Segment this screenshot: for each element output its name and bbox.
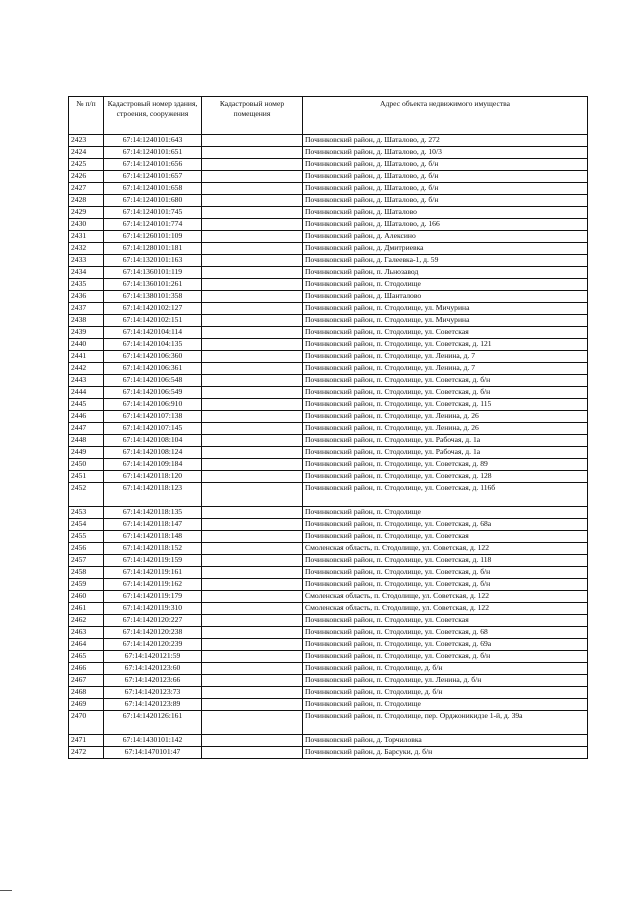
room-cadastral-number [202,315,303,327]
row-number: 2435 [69,279,104,291]
table-row [69,735,588,747]
building-cadastral-number: 67:14:1380101:358 [104,291,202,303]
building-cadastral-number: 67:14:1420106:549 [104,387,202,399]
table-row [69,231,588,243]
room-cadastral-number [202,543,303,555]
row-number: 2470 [69,711,104,735]
room-cadastral-number [202,627,303,639]
building-cadastral-number: 67:14:1420123:66 [104,675,202,687]
row-number: 2464 [69,639,104,651]
table-row [69,351,588,363]
building-cadastral-number: 67:14:1240101:657 [104,171,202,183]
row-number: 2433 [69,255,104,267]
row-number: 2431 [69,231,104,243]
table-header-row [69,97,588,135]
room-cadastral-number [202,219,303,231]
table-row [69,159,588,171]
table-row [69,171,588,183]
building-cadastral-number: 67:14:1240101:745 [104,207,202,219]
address-cell: Починковский район, д. Галеевка-1, д. 59 [303,255,588,267]
row-number: 2438 [69,315,104,327]
table-row [69,135,588,147]
address-cell: Починковский район, д. Шаталово, д. 272 [303,135,588,147]
table-row [69,579,588,591]
address-cell: Починковский район, д. Шаталово [303,207,588,219]
address-cell: Починковский район, д. Шаталово, д. б/н [303,171,588,183]
header-num: № п/п [69,97,104,135]
table-row [69,639,588,651]
row-number: 2461 [69,603,104,615]
table-row [69,375,588,387]
table-row [69,543,588,555]
row-number: 2423 [69,135,104,147]
address-cell: Починковский район, п. Стодолище, ул. Ленина, д. 26 [303,411,588,423]
room-cadastral-number [202,267,303,279]
address-cell: Починковский район, п. Стодолище, ул. Советская, д. 121 [303,339,588,351]
building-cadastral-number: 67:14:1240101:680 [104,195,202,207]
table-row [69,459,588,471]
room-cadastral-number [202,435,303,447]
building-cadastral-number: 67:14:1280101:181 [104,243,202,255]
row-number: 2439 [69,327,104,339]
building-cadastral-number: 67:14:1420123:73 [104,687,202,699]
table-row [69,651,588,663]
building-cadastral-number: 67:14:1420118:120 [104,471,202,483]
table-row [69,435,588,447]
room-cadastral-number [202,291,303,303]
building-cadastral-number: 67:14:1320101:163 [104,255,202,267]
row-number: 2426 [69,171,104,183]
row-number: 2447 [69,423,104,435]
table-row [69,303,588,315]
row-number: 2441 [69,351,104,363]
building-cadastral-number: 67:14:1420106:361 [104,363,202,375]
building-cadastral-number: 67:14:1360101:119 [104,267,202,279]
building-cadastral-number: 67:14:1420123:60 [104,663,202,675]
building-cadastral-number: 67:14:1240101:643 [104,135,202,147]
row-number: 2443 [69,375,104,387]
room-cadastral-number [202,519,303,531]
building-cadastral-number: 67:14:1420126:161 [104,711,202,735]
row-number: 2448 [69,435,104,447]
row-number: 2456 [69,543,104,555]
room-cadastral-number [202,207,303,219]
building-cadastral-number: 67:14:1420119:161 [104,567,202,579]
building-cadastral-number: 67:14:1420119:179 [104,591,202,603]
document-page [68,96,588,759]
room-cadastral-number [202,735,303,747]
address-cell: Починковский район, п. Стодолище, ул. Мичурина [303,303,588,315]
header-building-cadastral: Кадастровый номер здания, строения, сооружения [104,97,202,135]
room-cadastral-number [202,423,303,435]
address-cell: Починковский район, п. Стодолище, ул. Советская, д. б/н [303,567,588,579]
row-number: 2436 [69,291,104,303]
building-cadastral-number: 67:14:1420120:239 [104,639,202,651]
building-cadastral-number: 67:14:1240101:774 [104,219,202,231]
table-row [69,483,588,507]
building-cadastral-number: 67:14:1420102:127 [104,303,202,315]
building-cadastral-number: 67:14:1420108:124 [104,447,202,459]
row-number: 2460 [69,591,104,603]
row-number: 2457 [69,555,104,567]
room-cadastral-number [202,687,303,699]
row-number: 2458 [69,567,104,579]
room-cadastral-number [202,615,303,627]
table-row [69,711,588,735]
address-cell: Починковский район, д. Шаталово, д. 166 [303,219,588,231]
row-number: 2428 [69,195,104,207]
room-cadastral-number [202,675,303,687]
room-cadastral-number [202,663,303,675]
table-row [69,615,588,627]
table-row [69,555,588,567]
address-cell: Починковский район, п. Стодолище, ул. Советская, д. 89 [303,459,588,471]
address-cell: Смоленская область, п. Стодолище, ул. Советская, д. 122 [303,543,588,555]
address-cell: Починковский район, п. Стодолище, ул. Рабочая, д. 1а [303,447,588,459]
table-row [69,327,588,339]
address-cell: Починковский район, д. Шаталово, д. б/н [303,159,588,171]
room-cadastral-number [202,555,303,567]
room-cadastral-number [202,459,303,471]
address-cell: Починковский район, д. Алексино [303,231,588,243]
room-cadastral-number [202,255,303,267]
building-cadastral-number: 67:14:1420104:114 [104,327,202,339]
table-row [69,663,588,675]
building-cadastral-number: 67:14:1260101:109 [104,231,202,243]
address-cell: Починковский район, п. Стодолище, ул. Советская, д. 115 [303,399,588,411]
row-number: 2467 [69,675,104,687]
room-cadastral-number [202,183,303,195]
room-cadastral-number [202,591,303,603]
building-cadastral-number: 67:14:1240101:658 [104,183,202,195]
row-number: 2450 [69,459,104,471]
building-cadastral-number: 67:14:1420109:184 [104,459,202,471]
room-cadastral-number [202,471,303,483]
address-cell: Починковский район, п. Стодолище, ул. Советская, д. 69а [303,639,588,651]
room-cadastral-number [202,567,303,579]
row-number: 2459 [69,579,104,591]
table-row [69,699,588,711]
table-row [69,147,588,159]
room-cadastral-number [202,639,303,651]
building-cadastral-number: 67:14:1420119:159 [104,555,202,567]
row-number: 2454 [69,519,104,531]
building-cadastral-number: 67:14:1420107:145 [104,423,202,435]
room-cadastral-number [202,327,303,339]
room-cadastral-number [202,279,303,291]
table-body [69,135,588,759]
room-cadastral-number [202,387,303,399]
address-cell: Починковский район, п. Стодолище, ул. Советская [303,531,588,543]
building-cadastral-number: 67:14:1420118:152 [104,543,202,555]
row-number: 2434 [69,267,104,279]
address-cell: Починковский район, д. Шаталово, д. б/н [303,183,588,195]
address-cell: Починковский район, д. Шаталово, д. 10/3 [303,147,588,159]
row-number: 2472 [69,747,104,759]
row-number: 2440 [69,339,104,351]
header-room-cadastral: Кадастровый номер помещения [202,97,303,135]
row-number: 2442 [69,363,104,375]
address-cell: Починковский район, п. Стодолище, пер. Орджоникидзе 1-й, д. 39а [303,711,588,735]
room-cadastral-number [202,711,303,735]
table-row [69,591,588,603]
address-cell: Починковский район, п. Стодолище, ул. Мичурина [303,315,588,327]
building-cadastral-number: 67:14:1420119:310 [104,603,202,615]
table-row [69,687,588,699]
building-cadastral-number: 67:14:1420120:227 [104,615,202,627]
row-number: 2429 [69,207,104,219]
row-number: 2427 [69,183,104,195]
table-row [69,531,588,543]
table-row [69,255,588,267]
table-row [69,243,588,255]
room-cadastral-number [202,447,303,459]
address-cell: Починковский район, п. Стодолище, ул. Ленина, д. 7 [303,351,588,363]
room-cadastral-number [202,699,303,711]
building-cadastral-number: 67:14:1420123:89 [104,699,202,711]
address-cell: Починковский район, п. Стодолище, ул. Ленина, д. 7 [303,363,588,375]
room-cadastral-number [202,303,303,315]
table-row [69,363,588,375]
building-cadastral-number: 67:14:1420118:123 [104,483,202,507]
address-cell: Починковский район, п. Стодолище, ул. Советская, д. б/н [303,651,588,663]
table-row [69,387,588,399]
address-cell: Смоленская область, п. Стодолище, ул. Советская, д. 122 [303,591,588,603]
room-cadastral-number [202,531,303,543]
address-cell: Починковский район, д. Шаталово, д. б/н [303,195,588,207]
table-row [69,519,588,531]
row-number: 2453 [69,507,104,519]
row-number: 2471 [69,735,104,747]
address-cell: Починковский район, п. Стодолище [303,699,588,711]
table-row [69,195,588,207]
table-row [69,603,588,615]
building-cadastral-number: 67:14:1420118:147 [104,519,202,531]
address-cell: Починковский район, д. Барсуки, д. б/н [303,747,588,759]
address-cell: Починковский район, п. Стодолище, ул. Ленина, д. 26 [303,423,588,435]
room-cadastral-number [202,603,303,615]
table-row [69,399,588,411]
row-number: 2463 [69,627,104,639]
table-row [69,675,588,687]
table-row [69,423,588,435]
room-cadastral-number [202,399,303,411]
row-number: 2466 [69,663,104,675]
row-number: 2424 [69,147,104,159]
address-cell: Починковский район, п. Стодолище, ул. Ленина, д. б/н [303,675,588,687]
building-cadastral-number: 67:14:1420106:548 [104,375,202,387]
table-row [69,747,588,759]
row-number: 2445 [69,399,104,411]
room-cadastral-number [202,351,303,363]
table-row [69,291,588,303]
building-cadastral-number: 67:14:1360101:261 [104,279,202,291]
table-row [69,339,588,351]
address-cell: Починковский район, п. Стодолище, ул. Советская, д. б/н [303,579,588,591]
page-edge-mark [0,890,12,891]
room-cadastral-number [202,363,303,375]
room-cadastral-number [202,135,303,147]
row-number: 2446 [69,411,104,423]
address-cell: Починковский район, п. Стодолище, ул. Советская, д. 128 [303,471,588,483]
address-cell: Починковский район, п. Стодолище, ул. Советская, д. 68 [303,627,588,639]
row-number: 2468 [69,687,104,699]
room-cadastral-number [202,483,303,507]
table-row [69,207,588,219]
room-cadastral-number [202,171,303,183]
building-cadastral-number: 67:14:1420108:104 [104,435,202,447]
address-cell: Починковский район, п. Стодолище [303,279,588,291]
table-row [69,315,588,327]
table-row [69,567,588,579]
address-cell: Починковский район, п. Стодолище, ул. Советская [303,327,588,339]
row-number: 2452 [69,483,104,507]
row-number: 2469 [69,699,104,711]
row-number: 2462 [69,615,104,627]
address-cell: Починковский район, п. Стодолище, ул. Советская, д. б/н [303,375,588,387]
row-number: 2437 [69,303,104,315]
room-cadastral-number [202,147,303,159]
room-cadastral-number [202,411,303,423]
building-cadastral-number: 67:14:1420106:910 [104,399,202,411]
table-row [69,219,588,231]
address-cell: Починковский район, п. Стодолище [303,507,588,519]
room-cadastral-number [202,243,303,255]
room-cadastral-number [202,507,303,519]
address-cell: Починковский район, п. Стодолище, ул. Советская [303,615,588,627]
address-cell: Починковский район, п. Стодолище, ул. Советская, д. 116б [303,483,588,507]
address-cell: Починковский район, п. Льнозавод [303,267,588,279]
address-cell: Починковский район, п. Стодолище, ул. Советская, д. 68а [303,519,588,531]
address-cell: Починковский район, д. Шанталово [303,291,588,303]
room-cadastral-number [202,747,303,759]
table-row [69,183,588,195]
address-cell: Починковский район, п. Стодолище, д. б/н [303,687,588,699]
table-row [69,279,588,291]
building-cadastral-number: 67:14:1420118:148 [104,531,202,543]
room-cadastral-number [202,231,303,243]
room-cadastral-number [202,579,303,591]
row-number: 2430 [69,219,104,231]
row-number: 2451 [69,471,104,483]
building-cadastral-number: 67:14:1420118:135 [104,507,202,519]
row-number: 2455 [69,531,104,543]
room-cadastral-number [202,159,303,171]
row-number: 2432 [69,243,104,255]
address-cell: Починковский район, д. Торчиловка [303,735,588,747]
building-cadastral-number: 67:14:1420121:59 [104,651,202,663]
address-cell: Починковский район, д. Дмитриевка [303,243,588,255]
room-cadastral-number [202,195,303,207]
header-address: Адрес объекта недвижимого имущества [303,97,588,135]
building-cadastral-number: 67:14:1420102:151 [104,315,202,327]
address-cell: Смоленская область, п. Стодолище, ул. Советская, д. 122 [303,603,588,615]
room-cadastral-number [202,375,303,387]
building-cadastral-number: 67:14:1420107:138 [104,411,202,423]
row-number: 2444 [69,387,104,399]
row-number: 2425 [69,159,104,171]
building-cadastral-number: 67:14:1470101:47 [104,747,202,759]
building-cadastral-number: 67:14:1430101:142 [104,735,202,747]
table-row [69,471,588,483]
address-cell: Починковский район, п. Стодолище, д. б/н [303,663,588,675]
building-cadastral-number: 67:14:1240101:656 [104,159,202,171]
table-row [69,267,588,279]
address-cell: Починковский район, п. Стодолище, ул. Советская, д. 118 [303,555,588,567]
table-row [69,447,588,459]
table-row [69,507,588,519]
table-row [69,627,588,639]
building-cadastral-number: 67:14:1420104:135 [104,339,202,351]
room-cadastral-number [202,339,303,351]
table-row [69,411,588,423]
cadastral-table [68,96,588,759]
address-cell: Починковский район, п. Стодолище, ул. Рабочая, д. 1а [303,435,588,447]
row-number: 2465 [69,651,104,663]
building-cadastral-number: 67:14:1240101:651 [104,147,202,159]
row-number: 2449 [69,447,104,459]
room-cadastral-number [202,651,303,663]
address-cell: Починковский район, п. Стодолище, ул. Советская, д. б/н [303,387,588,399]
building-cadastral-number: 67:14:1420120:238 [104,627,202,639]
building-cadastral-number: 67:14:1420119:162 [104,579,202,591]
building-cadastral-number: 67:14:1420106:360 [104,351,202,363]
